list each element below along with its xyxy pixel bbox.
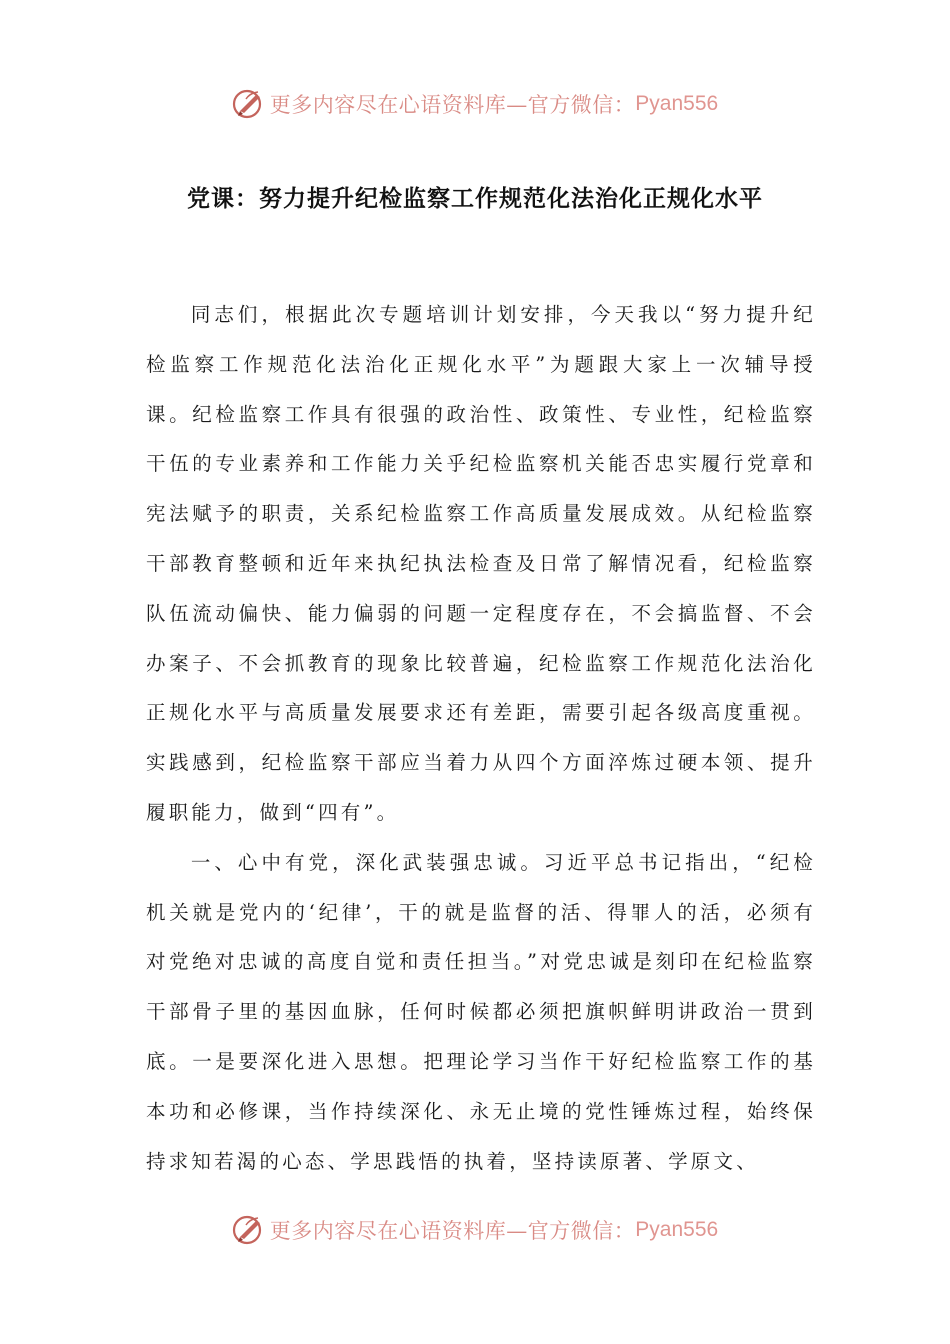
pen-logo-icon [232, 1213, 266, 1247]
watermark-header [0, 84, 950, 124]
paragraph: 同志们，根据此次专题培训计划安排，今天我以“努力提升纪检监察工作规范化法治化正规化水平”为题跟大家上一次辅导授课。纪检监察工作具有很强的政治性、政策性、专业性，纪检监察干伍的专业素养和工作能力关乎纪检监察机关能否忠实履行党章和宪法赋予的职责，关系纪检监察工作高质量发展成效。从纪检监察干部教育整顿和近年来执纪执法检查及日常了解情况看，纪检监察队伍流动偏快、能力偏弱的问题一定程度存在，不会搞监督、不会办案子、不会抓教育的现象比较普遍，纪检监察工作规范化法治化正规化水平与高质量发展要求还有差距，需要引起各级高度重视。实践感到，纪检监察干部应当着力从四个方面淬炼过硬本领、提升履职能力，做到“四有”。 [146, 303, 816, 824]
document-body [146, 290, 816, 1186]
document-title: 党课：努力提升纪检监察工作规范化法治化正规化水平 [187, 186, 763, 212]
watermark-wechat-id: Pyan556 [635, 1218, 719, 1241]
paragraph: 一、心中有党，深化武装强忠诚。习近平总书记指出，“纪检机关就是党内的‘纪律’，干的就是监督的活、得罪人的活，必须有对党绝对忠诚的高度自觉和责任担当。”对党忠诚是刻印在纪检监察干部骨子里的基因血脉，任何时候都必须把旗帜鲜明讲政治一贯到底。一是要深化进入思想。把理论学习当作干好纪检监察工作的基本功和必修课，当作持续深化、永无止境的党性锤炼过程，始终保持求知若渴的心态、学思践悟的执着，坚持读原著、学原文、 [146, 850, 816, 1173]
pen-logo-icon [232, 87, 266, 121]
watermark-text: 更多内容尽在心语资料库—官方微信： [269, 93, 636, 117]
watermark-wechat-id: Pyan556 [635, 92, 719, 115]
watermark-footer [0, 1210, 950, 1250]
watermark-text: 更多内容尽在心语资料库—官方微信： [269, 1219, 636, 1243]
